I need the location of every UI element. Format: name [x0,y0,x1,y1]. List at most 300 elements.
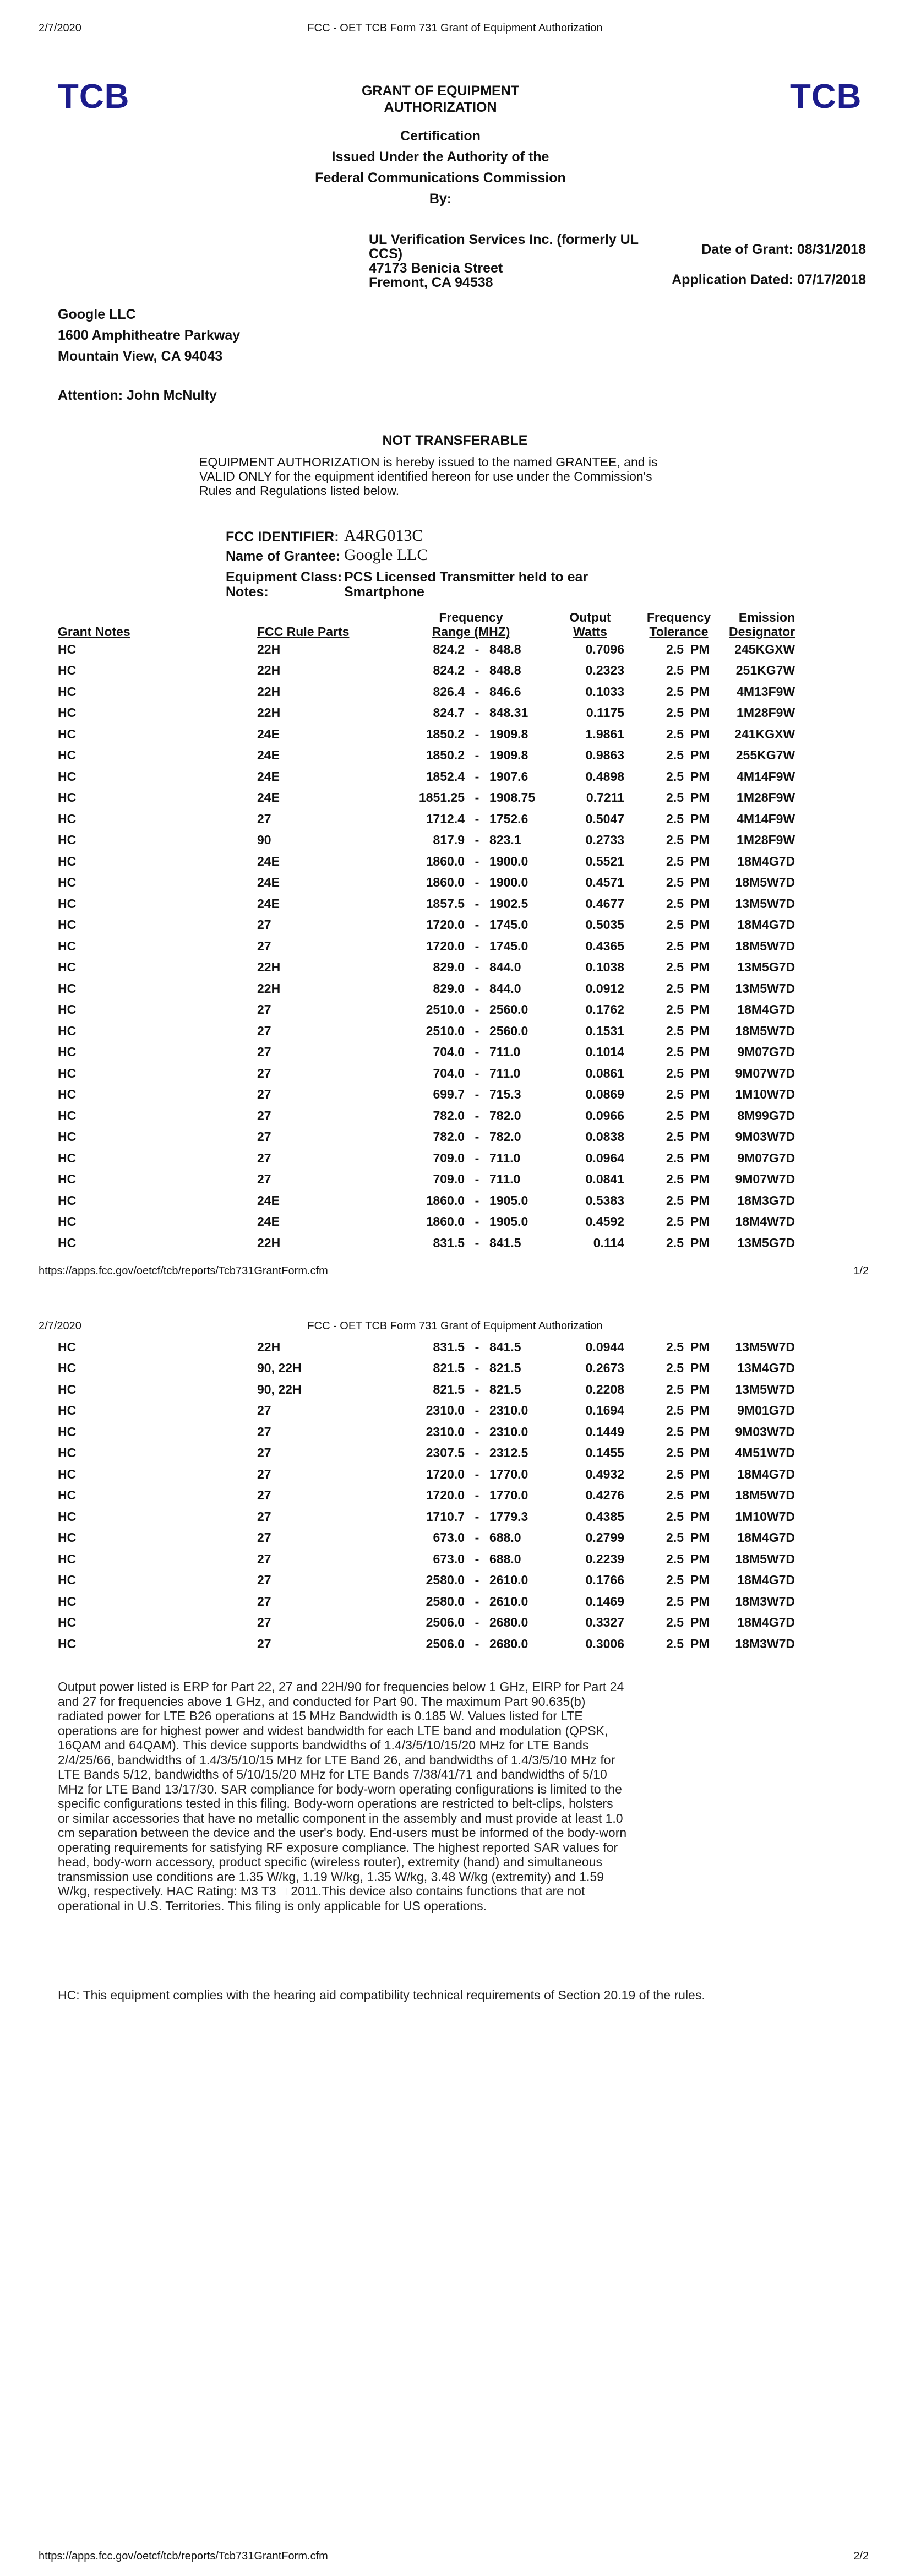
table-row [58,1042,795,1063]
freq-low-cell: 2510.0 [426,1002,465,1017]
grant-note-cell: HC [58,1594,77,1608]
freq-low-cell: 704.0 [433,1045,465,1059]
table-row [58,1421,795,1443]
tolerance-value-cell: 2.5 [666,663,684,678]
tolerance-value-cell: 2.5 [666,1424,684,1439]
tolerance-unit-cell: PM [690,1382,710,1396]
emission-designator-cell: 18M4G7D [737,854,795,868]
tolerance-value-cell: 2.5 [666,811,684,826]
freq-low-cell: 824.2 [433,663,465,678]
table-row [58,936,795,957]
rule-parts-cell: 27 [257,1066,271,1080]
rule-parts-cell: 22H [257,705,281,720]
emission-designator-cell: 9M07G7D [737,1045,795,1059]
rule-parts-cell: 27 [257,1594,271,1608]
tolerance-unit-cell: PM [690,1509,710,1524]
freq-low-cell: 1720.0 [426,938,465,953]
rule-parts-cell: 22H [257,684,281,699]
rule-parts-cell: 24E [257,790,280,805]
table-row [58,999,795,1021]
freq-high-cell: 2610.0 [489,1573,528,1588]
grant-note-cell: HC [58,1509,77,1524]
tolerance-unit-cell: PM [690,1023,710,1038]
table-row [58,1211,795,1233]
print-date: 2/7/2020 [39,1320,81,1332]
freq-low-cell: 704.0 [433,1066,465,1080]
freq-high-cell: 2560.0 [489,1002,528,1017]
output-watts-cell: 0.1531 [585,1023,624,1038]
table-row [58,1612,795,1634]
table-header-row [58,606,795,639]
rule-parts-cell: 22H [257,981,281,996]
freq-low-cell: 821.5 [433,1382,465,1396]
tolerance-value-cell: 2.5 [666,1150,684,1165]
tolerance-unit-cell: PM [690,1002,710,1017]
emission-designator-cell: 13M4G7D [737,1361,795,1376]
tolerance-value-cell: 2.5 [666,1488,684,1503]
freq-high-cell: 1909.8 [489,748,528,763]
grant-note-cell: HC [58,684,77,699]
freq-high-cell: 711.0 [489,1172,521,1187]
tolerance-value-cell: 2.5 [666,684,684,699]
rule-parts-cell: 27 [257,1466,271,1481]
freq-high-cell: 1745.0 [489,917,528,932]
attention-line: Attention: John McNulty [58,388,217,403]
table-row [58,1358,795,1379]
grant-note-cell: HC [58,1339,77,1354]
range-dash: - [475,1087,479,1102]
tolerance-value-cell: 2.5 [666,642,684,656]
tolerance-unit-cell: PM [690,1129,710,1144]
not-transferable: NOT TRANSFERABLE [382,433,528,448]
rule-parts-cell: 24E [257,726,280,741]
emission-designator-cell: 9M03W7D [735,1129,795,1144]
header-output-watts: Output Watts [569,610,611,639]
rule-parts-cell: 27 [257,1403,271,1418]
tolerance-value-cell: 2.5 [666,748,684,763]
range-dash: - [475,748,479,763]
emission-designator-cell: 245KGXW [734,642,795,656]
grant-note-cell: HC [58,1424,77,1439]
table-row [58,1336,795,1358]
rule-parts-cell: 27 [257,1636,271,1651]
rule-parts-cell: 27 [257,1445,271,1460]
output-watts-cell: 0.0869 [585,1087,624,1102]
emission-designator-cell: 1M10W7D [735,1509,795,1524]
output-watts-cell: 0.1455 [585,1445,624,1460]
authorization-text [199,455,658,498]
freq-high-cell: 821.5 [489,1382,521,1396]
rule-parts-cell: 22H [257,642,281,656]
tolerance-unit-cell: PM [690,938,710,953]
grant-note-cell: HC [58,642,77,656]
freq-high-cell: 1770.0 [489,1488,528,1503]
emission-designator-cell: 13M5G7D [737,1235,795,1250]
range-dash: - [475,938,479,953]
rule-parts-cell: 27 [257,1573,271,1588]
header-frequency-range: Frequency Range (MHZ) [432,610,510,639]
freq-low-cell: 829.0 [433,960,465,975]
emission-designator-cell: 18M3G7D [737,1193,795,1208]
footer-url[interactable]: https://apps.fcc.gov/oetcf/tcb/reports/Tcb731GrantForm.cfm [39,2550,328,2562]
table-row [58,1548,795,1570]
tolerance-value-cell: 2.5 [666,1466,684,1481]
grantee-address [58,304,240,367]
tolerance-unit-cell: PM [690,790,710,805]
grant-note-cell: HC [58,1361,77,1376]
grantee-name-label: Name of Grantee: [226,548,341,564]
tolerance-unit-cell: PM [690,896,710,911]
issuer-line-3: 47173 Benicia Street [369,260,503,276]
tolerance-value-cell: 2.5 [666,705,684,720]
footer-page-number: 1/2 [853,1265,869,1277]
rule-parts-cell: 27 [257,1551,271,1566]
output-watts-cell: 0.1014 [585,1045,624,1059]
tolerance-value-cell: 2.5 [666,960,684,975]
heading-line-4: Issued Under the Authority of the [331,149,549,165]
tolerance-unit-cell: PM [690,981,710,996]
tolerance-unit-cell: PM [690,1172,710,1187]
tolerance-unit-cell: PM [690,1193,710,1208]
tolerance-unit-cell: PM [690,1087,710,1102]
freq-low-cell: 1850.2 [426,726,465,741]
table-row [58,724,795,745]
emission-designator-cell: 9M03W7D [735,1424,795,1439]
emission-designator-cell: 18M4W7D [735,1214,795,1229]
tolerance-unit-cell: PM [690,1445,710,1460]
tolerance-value-cell: 2.5 [666,1615,684,1630]
output-watts-cell: 0.4677 [585,896,624,911]
tolerance-unit-cell: PM [690,1636,710,1651]
freq-low-cell: 1850.2 [426,748,465,763]
tolerance-unit-cell: PM [690,1150,710,1165]
grantee-line-2: 1600 Amphitheatre Parkway [58,328,241,343]
freq-high-cell: 1745.0 [489,938,528,953]
tolerance-unit-cell: PM [690,1615,710,1630]
freq-low-cell: 831.5 [433,1339,465,1354]
emission-designator-cell: 1M28F9W [737,833,795,847]
tolerance-value-cell: 2.5 [666,1594,684,1608]
freq-high-cell: 2680.0 [489,1636,528,1651]
freq-low-cell: 2510.0 [426,1023,465,1038]
grant-note-cell: HC [58,1129,77,1144]
emission-designator-cell: 18M5W7D [735,1023,795,1038]
emission-designator-cell: 1M28F9W [737,705,795,720]
freq-high-cell: 1909.8 [489,726,528,741]
range-dash: - [475,1214,479,1229]
table-row [58,1169,795,1191]
table-row [58,1485,795,1507]
grant-note-cell: HC [58,1214,77,1229]
freq-low-cell: 1860.0 [426,875,465,890]
freq-low-cell: 673.0 [433,1530,465,1545]
grant-note-cell: HC [58,1066,77,1080]
emission-designator-cell: 4M13F9W [737,684,795,699]
range-dash: - [475,811,479,826]
freq-high-cell: 848.8 [489,663,521,678]
rule-parts-cell: 27 [257,1129,271,1144]
range-dash: - [475,642,479,656]
freq-high-cell: 1779.3 [489,1509,528,1524]
freq-high-cell: 711.0 [489,1150,521,1165]
rule-parts-cell: 90 [257,833,271,847]
output-watts-cell: 0.2208 [585,1382,624,1396]
date-of-grant: Date of Grant: 08/31/2018 [701,242,866,257]
freq-high-cell: 1907.6 [489,769,528,784]
grantee-line-3: Mountain View, CA 94043 [58,349,223,364]
tolerance-value-cell: 2.5 [666,1193,684,1208]
grant-note-cell: HC [58,811,77,826]
header-emission-designator: Emission Designator [729,610,795,639]
freq-low-cell: 826.4 [433,684,465,699]
output-watts-cell: 0.7211 [586,790,624,805]
emission-designator-cell: 241KGXW [734,726,795,741]
table-row [58,1528,795,1549]
tcb-logo-right: TCB [790,78,862,116]
issuer-line-4: Fremont, CA 94538 [369,275,493,290]
table-row [58,681,795,703]
tcb-logo-left: TCB [58,78,130,116]
output-watts-cell: 0.4571 [585,875,624,890]
table-row [58,957,795,979]
freq-low-cell: 782.0 [433,1129,465,1144]
tolerance-value-cell: 2.5 [666,854,684,868]
rule-parts-cell: 90, 22H [257,1361,302,1376]
table-row [58,1105,795,1127]
notes-paragraph: Output power listed is ERP for Part 22, 27 and 22H/90 for frequencies below 1 GHz, EIRP for Part 24 and 27 for frequencies above 1 GHz, and conducted for Part 90. The maximum Part 90.635(b) radiated power for LTE B26 operations at 15 MHz Bandwidth is 0.185 W. Values listed for LTE operations are for highest power and widest bandwidth for each LTE band and modulation (QPSK, 16QAM and 64QAM). This device supports bandwidths of 1.4/3/5/10/15/20 MHz for LTE Bands 2/4/25/66, bandwidths of 1.4/3/5/10/15 MHz for LTE Band 26, and bandwidths of 1.4/3/5/10 MHz for LTE Bands 5/12, bandwidths of 5/10/15/20 MHz for LTE Bands 7/38/41/71 and bandwidths of 5/10 MHz for LTE Band 13/17/30. SAR compliance for body-worn operating configurations is limited to the specific configurations tested in this filing. Body-worn operations are restricted to belt-clips, holsters or similar accessories that have no metallic component in the assembly and must provide at least 1.0 cm separation between the device and the user's body. End-users must be informed of the body-worn operating requirements for satisfying RF exposure compliance. The highest reported SAR values for head, body-worn accessory, product specific (wireless router), extremity (hand) and simultaneous transmission use conditions are 1.35 W/kg, 1.19 W/kg, 1.35 W/kg, 3.48 W/kg (extremity) and 1.59 W/kg, respectively. HAC Rating: M3 T3 □ 2011.This device also contains functions that are not operational in U.S. Territories. This filing is only applicable for US operations. [58,1680,627,1913]
grant-table-page-1 [58,606,795,1254]
rule-parts-cell: 22H [257,960,281,975]
freq-high-cell: 2610.0 [489,1594,528,1608]
grant-note-cell: HC [58,748,77,763]
freq-high-cell: 711.0 [489,1066,521,1080]
table-row [58,1400,795,1422]
rule-parts-cell: 27 [257,1087,271,1102]
heading-line-3: Certification [400,128,481,144]
range-dash: - [475,1424,479,1439]
print-title: FCC - OET TCB Form 731 Grant of Equipment Authorization [307,1320,603,1332]
grant-note-cell: HC [58,1382,77,1396]
table-row [58,766,795,787]
output-watts-cell: 0.2673 [585,1361,624,1376]
range-dash: - [475,1530,479,1545]
grant-note-cell: HC [58,960,77,975]
output-watts-cell: 0.1469 [585,1594,624,1608]
heading-line-5: Federal Communications Commission [315,170,566,186]
table-row [58,1633,795,1655]
freq-low-cell: 699.7 [433,1087,465,1102]
table-row [58,872,795,894]
rule-parts-cell: 24E [257,1214,280,1229]
tolerance-value-cell: 2.5 [666,1445,684,1460]
emission-designator-cell: 13M5W7D [735,1382,795,1396]
auth-line-3: Rules and Regulations listed below. [199,483,400,498]
output-watts-cell: 0.0861 [585,1066,624,1080]
emission-designator-cell: 8M99G7D [737,1108,795,1123]
tolerance-value-cell: 2.5 [666,1636,684,1651]
tolerance-value-cell: 2.5 [666,1509,684,1524]
emission-designator-cell: 18M4G7D [737,1573,795,1588]
output-watts-cell: 0.3327 [585,1615,624,1630]
grant-note-cell: HC [58,1045,77,1059]
range-dash: - [475,1023,479,1038]
rule-parts-cell: 27 [257,1424,271,1439]
rule-parts-cell: 27 [257,1488,271,1503]
output-watts-cell: 0.0841 [585,1172,624,1187]
freq-high-cell: 841.5 [489,1235,521,1250]
range-dash: - [475,833,479,847]
rule-parts-cell: 27 [257,1509,271,1524]
freq-low-cell: 831.5 [433,1235,465,1250]
grant-note-cell: HC [58,1488,77,1503]
tolerance-unit-cell: PM [690,917,710,932]
freq-low-cell: 1720.0 [426,1488,465,1503]
freq-high-cell: 1905.0 [489,1214,528,1229]
tolerance-value-cell: 2.5 [666,1108,684,1123]
emission-designator-cell: 18M5W7D [735,1551,795,1566]
freq-high-cell: 2312.5 [489,1445,528,1460]
grant-note-cell: HC [58,726,77,741]
footer-url[interactable]: https://apps.fcc.gov/oetcf/tcb/reports/Tcb731GrantForm.cfm [39,1265,328,1277]
output-watts-cell: 0.3006 [585,1636,624,1651]
emission-designator-cell: 18M4G7D [737,1002,795,1017]
emission-designator-cell: 9M07W7D [735,1172,795,1187]
authority-heading [311,126,570,209]
tolerance-unit-cell: PM [690,1108,710,1123]
tolerance-value-cell: 2.5 [666,833,684,847]
output-watts-cell: 0.4365 [585,938,624,953]
notes-label: Notes: [226,584,269,600]
output-watts-cell: 0.2323 [585,663,624,678]
emission-designator-cell: 13M5W7D [735,1339,795,1354]
range-dash: - [475,1045,479,1059]
freq-high-cell: 1770.0 [489,1466,528,1481]
range-dash: - [475,1339,479,1354]
freq-high-cell: 848.8 [489,642,521,656]
rule-parts-cell: 27 [257,811,271,826]
tolerance-unit-cell: PM [690,1235,710,1250]
output-watts-cell: 0.0838 [585,1129,624,1144]
range-dash: - [475,726,479,741]
emission-designator-cell: 255KG7W [735,748,795,763]
tolerance-unit-cell: PM [690,1530,710,1545]
rule-parts-cell: 27 [257,1150,271,1165]
freq-high-cell: 1900.0 [489,875,528,890]
page-2 [0,1291,910,2576]
table-row [58,915,795,936]
emission-designator-cell: 13M5W7D [735,981,795,996]
freq-high-cell: 688.0 [489,1551,521,1566]
tolerance-unit-cell: PM [690,684,710,699]
rule-parts-cell: 27 [257,1615,271,1630]
table-row [58,808,795,830]
tolerance-value-cell: 2.5 [666,938,684,953]
tolerance-value-cell: 2.5 [666,875,684,890]
output-watts-cell: 0.4592 [585,1214,624,1229]
grant-note-cell: HC [58,1172,77,1187]
rule-parts-cell: 24E [257,769,280,784]
freq-low-cell: 1857.5 [426,896,465,911]
grant-note-cell: HC [58,1193,77,1208]
freq-high-cell: 711.0 [489,1045,521,1059]
emission-designator-cell: 13M5W7D [735,896,795,911]
grant-note-cell: HC [58,1573,77,1588]
output-watts-cell: 0.2799 [585,1530,624,1545]
freq-high-cell: 848.31 [489,705,528,720]
table-row [58,639,795,660]
output-watts-cell: 1.9861 [585,726,624,741]
freq-high-cell: 846.6 [489,684,521,699]
tolerance-value-cell: 2.5 [666,726,684,741]
emission-designator-cell: 1M28F9W [737,790,795,805]
grant-note-cell: HC [58,938,77,953]
output-watts-cell: 0.1449 [585,1424,624,1439]
rule-parts-cell: 22H [257,663,281,678]
range-dash: - [475,1129,479,1144]
table-row [58,893,795,915]
grant-note-cell: HC [58,854,77,868]
tolerance-value-cell: 2.5 [666,1361,684,1376]
grant-heading [311,83,570,116]
table-row [58,703,795,724]
freq-low-cell: 673.0 [433,1551,465,1566]
range-dash: - [475,1573,479,1588]
tolerance-unit-cell: PM [690,1488,710,1503]
freq-high-cell: 841.5 [489,1339,521,1354]
range-dash: - [475,1150,479,1165]
tolerance-unit-cell: PM [690,1594,710,1608]
grant-note-cell: HC [58,1002,77,1017]
rule-parts-cell: 27 [257,1108,271,1123]
range-dash: - [475,684,479,699]
rule-parts-cell: 24E [257,1193,280,1208]
emission-designator-cell: 18M5W7D [735,875,795,890]
grant-note-cell: HC [58,1023,77,1038]
emission-designator-cell: 18M5W7D [735,938,795,953]
emission-designator-cell: 18M3W7D [735,1594,795,1608]
range-dash: - [475,1108,479,1123]
range-dash: - [475,769,479,784]
tolerance-value-cell: 2.5 [666,769,684,784]
output-watts-cell: 0.5047 [585,811,624,826]
freq-high-cell: 2310.0 [489,1403,528,1418]
output-watts-cell: 0.9863 [585,748,624,763]
grant-note-cell: HC [58,663,77,678]
table-row [58,1148,795,1169]
table-row [58,1020,795,1042]
output-watts-cell: 0.0964 [585,1150,624,1165]
freq-high-cell: 1752.6 [489,811,528,826]
grant-note-cell: HC [58,1530,77,1545]
emission-designator-cell: 18M5W7D [735,1488,795,1503]
rule-parts-cell: 24E [257,748,280,763]
heading-line-6: By: [429,191,452,206]
emission-designator-cell: 18M4G7D [737,917,795,932]
freq-low-cell: 2307.5 [426,1445,465,1460]
range-dash: - [475,705,479,720]
freq-low-cell: 1860.0 [426,854,465,868]
range-dash: - [475,1509,479,1524]
freq-high-cell: 1908.75 [489,790,536,805]
tolerance-value-cell: 2.5 [666,1045,684,1059]
tolerance-value-cell: 2.5 [666,981,684,996]
emission-designator-cell: 18M3W7D [735,1636,795,1651]
hc-note: HC: This equipment complies with the hearing aid compatibility technical requirements of Section 20.19 of the rules. [58,1988,705,2002]
freq-low-cell: 824.7 [433,705,465,720]
output-watts-cell: 0.5035 [585,917,624,932]
tolerance-value-cell: 2.5 [666,1403,684,1418]
tolerance-value-cell: 2.5 [666,1339,684,1354]
